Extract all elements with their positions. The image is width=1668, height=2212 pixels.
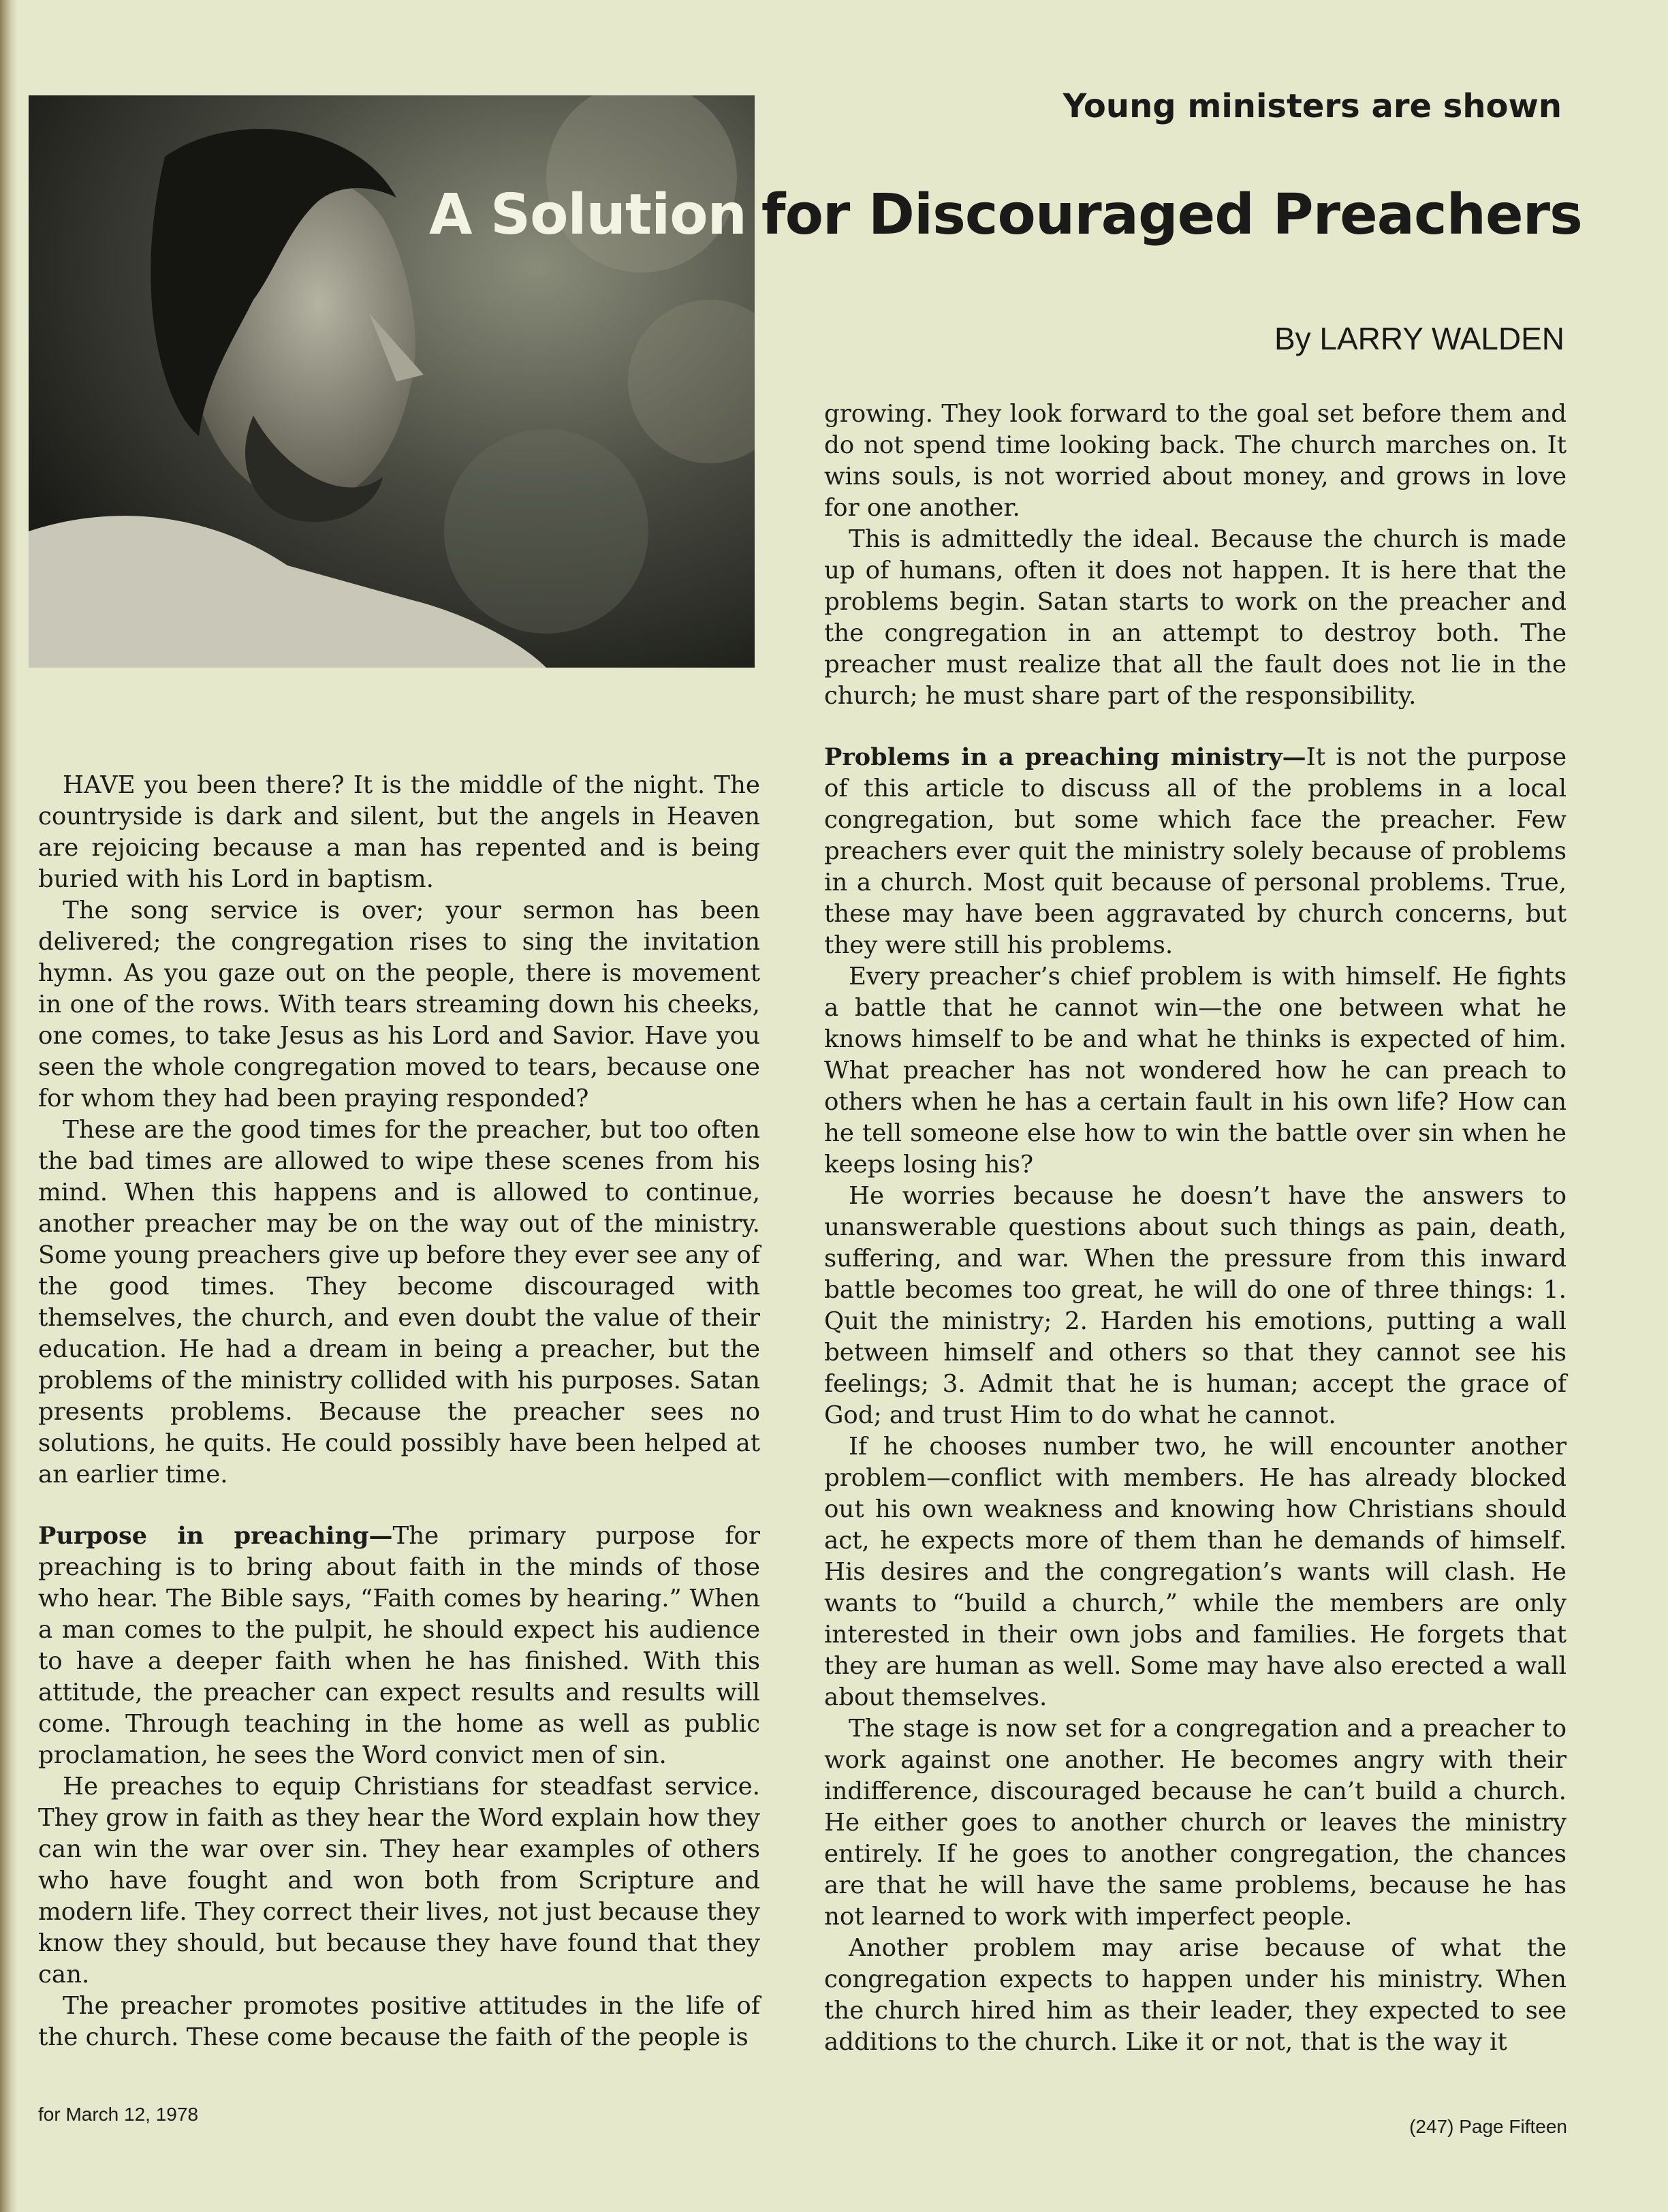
paragraph: HAVE you been there? It is the middle of the night. The countryside is dark and silent, but the angels in Heaven are rejoicing because a man has repented and is being buried with his Lord in baptism.	[38, 771, 760, 893]
section-paragraph	[824, 742, 1567, 961]
photo-illustration	[29, 95, 755, 668]
paragraph: These are the good times for the preacher, but too often the bad times are allowed to wipe these scenes from his mind. When this happens and is allowed to continue, another preacher may be on the way out of the ministry. Some young preachers give up before they ever see any of the good times. They become discouraged with themselves, the church, and even doubt the value of their education. He had a dream in being a preacher, but the problems of the ministry collided with his purposes. Satan presents problems. Because the preacher sees no solutions, he quits. He could possibly have been helped at an earlier time.	[38, 1116, 760, 1489]
title-part-1: A Solution	[429, 183, 746, 247]
paragraph: He worries because he doesn’t have the answers to unanswerable questions about such things as pain, death, suffering, and war. When the pressure from this inward battle becomes too great, he will do one of three things: 1. Quit the ministry; 2. Harden his emotions, putting a wall between himself and others so that they cannot see his feelings; 3. Admit that he is human; accept the grace of God; and trust Him to do what he cannot.	[824, 1182, 1567, 1429]
paragraph: growing. They look forward to the goal set before them and do not spend time looking back. The church marches on. It wins souls, is not worried about money, and grows in love for one another.	[824, 400, 1567, 522]
section-text: It is not the purpose of this article to discuss all of the problems in a local congregation, but some which face the preacher. Few preachers ever quit the ministry solely because of problems in a church. Most quit because of personal problems. True, these may have been aggravated by church concerns, but they were still his problems.	[824, 743, 1567, 959]
section-text: The primary purpose for preaching is to bring about faith in the minds of those who hear. The Bible says, “Faith comes by hearing.” When a man comes to the pulpit, he should expect his audience to have a deeper faith when he has finished. With this attitude, the preacher can expect results and results will come. Through teaching in the home as well as public proclamation, he sees the Word convict men of sin.	[38, 1522, 760, 1769]
footer-page-number: (247) Page Fifteen	[1409, 2116, 1567, 2137]
paragraph: The song service is over; your sermon has been delivered; the congregation rises to sing the invitation hymn. As you gaze out on the people, there is movement in one of the rows. With tears streaming down his cheeks, one comes, to take Jesus as his Lord and Savior. Have you seen the whole congregation moved to tears, because one for whom they had been praying responded?	[38, 897, 760, 1112]
paragraph: The preacher promotes positive attitudes in the life of the church. These come because the faith of the people is	[38, 1992, 760, 2051]
section-heading: Purpose in preaching—	[38, 1522, 393, 1550]
page-edge	[0, 0, 18, 2212]
footer-date: for March 12, 1978	[38, 2104, 199, 2125]
paragraph: Every preacher’s chief problem is with himself. He fights a battle that he cannot win—the one between what he knows himself to be and what he thinks is expected of him. What preacher has not wondered how he can preach to others when he has a certain fault in his own life? How can he tell someone else how to win the battle over sin when he keeps losing his?	[824, 963, 1567, 1179]
title-part-2: for Discouraged Preachers	[761, 183, 1582, 247]
page-title	[429, 183, 1582, 247]
paragraph: The stage is now set for a congregation and a preacher to work against one another. He becomes angry with their indifference, discouraged because he can’t build a church. He either goes to another church or leaves the ministry entirely. If he goes to another congregation, the chances are that he will have the same problems, because he has not learned to work with imperfect people.	[824, 1715, 1567, 1931]
paragraph: He preaches to equip Christians for steadfast service. They grow in faith as they hear the Word explain how they can win the war over sin. They hear examples of others who have fought and won both from Scripture and modern life. They correct their lives, not just because they know they should, but because they have found that they can.	[38, 1773, 760, 1989]
kicker: Young ministers are shown	[1063, 87, 1562, 125]
man-profile-photo	[29, 95, 755, 668]
section-paragraph	[38, 1521, 760, 1771]
left-column	[38, 770, 760, 2053]
right-column	[824, 399, 1567, 2058]
paragraph: Another problem may arise because of what the congregation expects to happen under his ministry. When the church hired him as their leader, they expected to see additions to the church. Like it or not, that is the way it	[824, 1934, 1567, 2056]
paragraph: This is admittedly the ideal. Because the church is made up of humans, often it does not happen. It is here that the problems begin. Satan starts to work on the preacher and the congregation in an attempt to destroy both. The preacher must realize that all the fault does not lie in the church; he must share part of the responsibility.	[824, 525, 1567, 710]
section-heading: Problems in a preaching ministry—	[824, 743, 1306, 771]
paragraph: If he chooses number two, he will encounter another problem—conflict with members. He has already blocked out his own weakness and knowing how Christians should act, he expects more of them than he demands of himself. His desires and the congregation’s wants will clash. He wants to “build a church,” while the members are only interested in their own jobs and families. He forgets that they are human as well. Some may have also erected a wall about themselves.	[824, 1433, 1567, 1711]
byline: By LARRY WALDEN	[1274, 321, 1564, 356]
